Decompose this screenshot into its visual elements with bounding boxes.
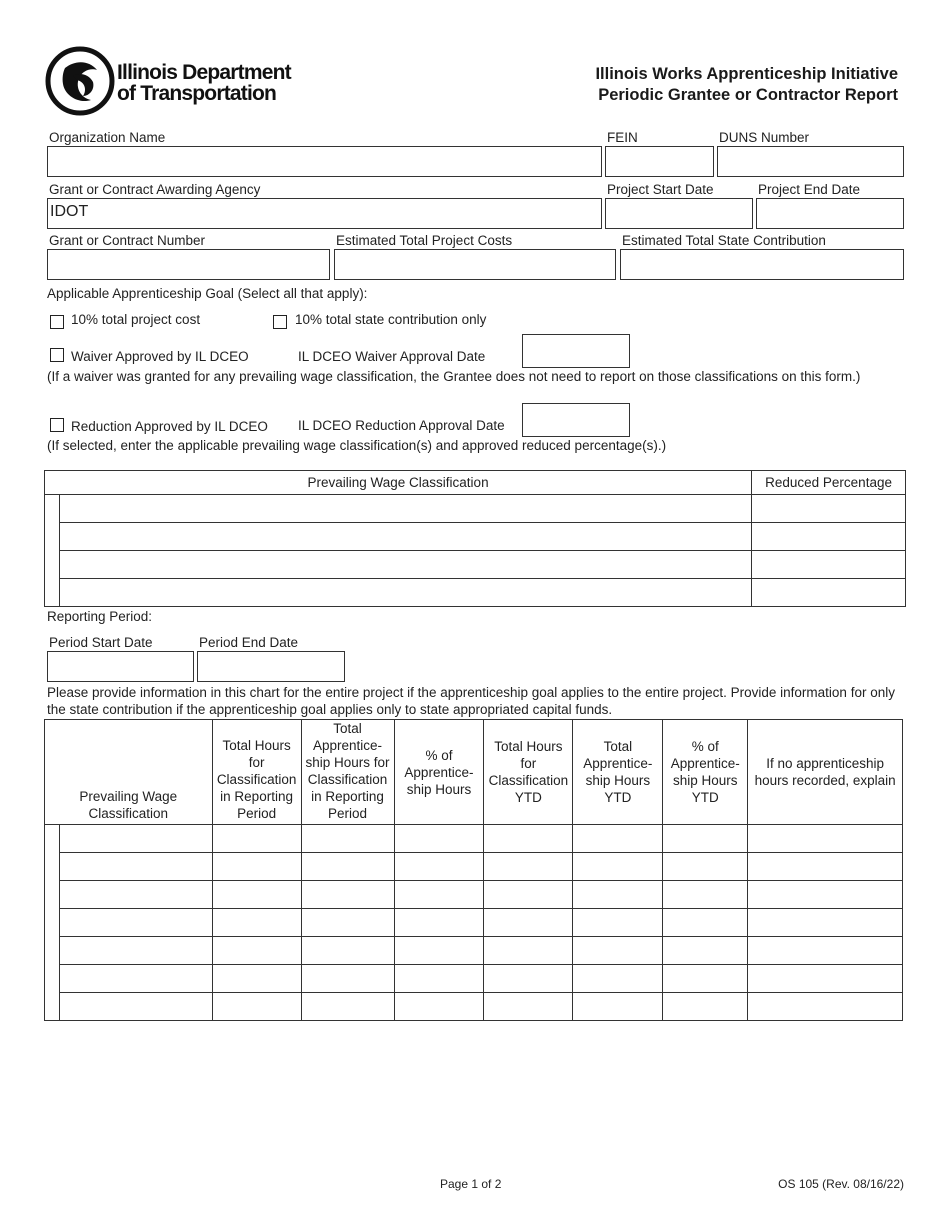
table-cell[interactable] <box>394 937 484 965</box>
table-cell[interactable] <box>301 993 394 1021</box>
table-cell[interactable] <box>301 965 394 993</box>
reduction-note: (If selected, enter the applicable prevailing wage classification(s) and approved reduced percentage(s).) <box>47 438 667 453</box>
project-start-label: Project Start Date <box>607 182 714 197</box>
table-cell[interactable] <box>301 909 394 937</box>
reduction-table <box>44 470 906 607</box>
table-cell[interactable] <box>663 909 748 937</box>
table-cell[interactable] <box>752 495 906 523</box>
est-state-label: Estimated Total State Contribution <box>622 233 826 248</box>
hours-table <box>44 719 903 1021</box>
hours-col-classification: Prevailing Wage Classification <box>45 720 213 825</box>
table-cell[interactable] <box>59 853 212 881</box>
table-cell[interactable] <box>59 551 751 579</box>
table-cell[interactable] <box>212 909 301 937</box>
table-cell[interactable] <box>301 881 394 909</box>
waiver-checkbox[interactable] <box>50 348 64 362</box>
table-row <box>45 909 903 937</box>
table-cell[interactable] <box>212 965 301 993</box>
table-cell[interactable] <box>573 937 663 965</box>
hours-col-app-ytd: Total Apprentice-ship Hours YTD <box>573 720 663 825</box>
reporting-heading: Reporting Period: <box>47 609 153 624</box>
awarding-agency-field[interactable]: IDOT <box>47 198 602 229</box>
table-cell[interactable] <box>484 825 573 853</box>
table-cell[interactable] <box>212 881 301 909</box>
duns-field[interactable] <box>717 146 904 177</box>
table-cell[interactable] <box>748 853 903 881</box>
reduction-col-classification: Prevailing Wage Classification <box>45 471 752 495</box>
waiver-date-field[interactable] <box>522 334 630 368</box>
agency-name-line2: of Transportation <box>117 82 277 105</box>
table-row <box>45 495 906 523</box>
duns-label: DUNS Number <box>719 130 810 145</box>
table-cell[interactable] <box>59 495 751 523</box>
table-row <box>45 853 903 881</box>
period-start-label: Period Start Date <box>49 635 153 650</box>
table-cell[interactable] <box>394 909 484 937</box>
reduction-checkbox[interactable] <box>50 418 64 432</box>
table-cell[interactable] <box>748 965 903 993</box>
table-cell[interactable] <box>573 853 663 881</box>
est-costs-label: Estimated Total Project Costs <box>336 233 513 248</box>
hours-col-pct-ytd: % of Apprentice-ship Hours YTD <box>663 720 748 825</box>
form-title-line2: Periodic Grantee or Contractor Report <box>598 86 898 104</box>
hours-table-header <box>45 720 903 825</box>
table-cell[interactable] <box>59 965 212 993</box>
table-cell[interactable] <box>748 881 903 909</box>
table-cell[interactable] <box>573 881 663 909</box>
table-cell[interactable] <box>752 551 906 579</box>
org-name-field[interactable] <box>47 146 602 177</box>
table-cell[interactable] <box>573 909 663 937</box>
est-costs-field[interactable] <box>334 249 616 280</box>
table-row <box>45 965 903 993</box>
table-cell[interactable] <box>748 937 903 965</box>
table-row <box>45 881 903 909</box>
table-cell[interactable] <box>752 579 906 607</box>
project-start-field[interactable] <box>605 198 753 229</box>
agency-name <box>117 62 291 104</box>
table-row <box>45 993 903 1021</box>
form-title <box>595 64 898 106</box>
state-only-checkbox[interactable] <box>273 315 287 329</box>
table-cell[interactable] <box>394 853 484 881</box>
table-cell[interactable] <box>59 825 212 853</box>
awarding-agency-label: Grant or Contract Awarding Agency <box>49 182 261 197</box>
form-title-line1: Illinois Works Apprenticeship Initiative <box>595 65 898 83</box>
hours-col-app-period: Total Apprentice-ship Hours for Classification in Reporting Period <box>301 720 394 825</box>
table-cell[interactable] <box>573 825 663 853</box>
table-cell[interactable] <box>59 937 212 965</box>
table-cell[interactable] <box>212 853 301 881</box>
table-cell[interactable] <box>663 937 748 965</box>
agency-name-line1: Illinois Department <box>117 61 291 84</box>
table-cell[interactable] <box>573 965 663 993</box>
table-cell[interactable] <box>394 881 484 909</box>
table-row <box>45 551 906 579</box>
reduction-date-field[interactable] <box>522 403 630 437</box>
table-cell[interactable] <box>748 825 903 853</box>
table-cell[interactable] <box>59 909 212 937</box>
idot-logo-icon <box>45 46 115 116</box>
table-cell[interactable] <box>301 937 394 965</box>
project-cost-label: 10% total project cost <box>71 312 201 327</box>
table-cell[interactable] <box>663 993 748 1021</box>
reduction-date-label: IL DCEO Reduction Approval Date <box>298 418 505 433</box>
table-cell[interactable] <box>663 853 748 881</box>
waiver-label: Waiver Approved by IL DCEO <box>71 349 249 364</box>
hours-col-total-period: Total Hours for Classification in Reporting Period <box>212 720 301 825</box>
org-name-label: Organization Name <box>49 130 166 145</box>
table-row <box>45 937 903 965</box>
hours-col-explain: If no apprenticeship hours recorded, explain <box>748 720 903 825</box>
hours-col-pct-app: % of Apprentice-ship Hours <box>394 720 484 825</box>
project-end-field[interactable] <box>756 198 904 229</box>
table-cell[interactable] <box>301 853 394 881</box>
table-cell[interactable] <box>484 937 573 965</box>
goal-heading: Applicable Apprenticeship Goal (Select all that apply): <box>47 286 368 301</box>
table-row <box>45 825 903 853</box>
table-row <box>45 523 906 551</box>
reduction-table-header <box>45 471 906 495</box>
table-cell[interactable] <box>484 965 573 993</box>
table-cell[interactable] <box>394 825 484 853</box>
table-cell[interactable] <box>394 965 484 993</box>
table-cell[interactable] <box>484 881 573 909</box>
period-end-field[interactable] <box>197 651 345 682</box>
table-cell[interactable] <box>484 853 573 881</box>
hours-col-total-ytd: Total Hours for Classification YTD <box>484 720 573 825</box>
table-row <box>45 579 906 607</box>
est-state-field[interactable] <box>620 249 904 280</box>
waiver-date-label: IL DCEO Waiver Approval Date <box>298 349 486 364</box>
table-cell[interactable] <box>59 881 212 909</box>
waiver-note: (If a waiver was granted for any prevailing wage classification, the Grantee does not need to report on those classifications on this form.) <box>47 369 861 384</box>
table-cell[interactable] <box>59 993 212 1021</box>
table-cell[interactable] <box>212 993 301 1021</box>
table-cell[interactable] <box>663 881 748 909</box>
reduction-label: Reduction Approved by IL DCEO <box>71 419 268 434</box>
form-id: OS 105 (Rev. 08/16/22) <box>778 1177 904 1191</box>
table-cell[interactable] <box>748 909 903 937</box>
fein-label: FEIN <box>607 130 638 145</box>
table-cell[interactable] <box>752 523 906 551</box>
period-end-label: Period End Date <box>199 635 299 650</box>
table-cell[interactable] <box>301 825 394 853</box>
project-end-label: Project End Date <box>758 182 861 197</box>
contract-number-field[interactable] <box>47 249 330 280</box>
table-cell[interactable] <box>573 993 663 1021</box>
table-cell[interactable] <box>484 993 573 1021</box>
table-cell[interactable] <box>59 579 751 607</box>
table-cell[interactable] <box>663 965 748 993</box>
period-start-field[interactable] <box>47 651 194 682</box>
table-cell[interactable] <box>212 825 301 853</box>
table-cell[interactable] <box>394 993 484 1021</box>
table-cell[interactable] <box>59 523 751 551</box>
idot-logo <box>45 46 295 118</box>
page-number: Page 1 of 2 <box>440 1177 502 1191</box>
reduction-col-percentage: Reduced Percentage <box>752 471 906 495</box>
table-cell[interactable] <box>663 825 748 853</box>
table-cell[interactable] <box>212 937 301 965</box>
fein-field[interactable] <box>605 146 714 177</box>
reporting-instructions: Please provide information in this chart for the entire project if the apprenticeship goal applies to the entire project. Provide information for only the state contribution if the apprenticeship goal applies only to state appropriated capital funds. <box>47 685 895 717</box>
table-cell[interactable] <box>748 993 903 1021</box>
contract-number-label: Grant or Contract Number <box>49 233 206 248</box>
state-only-label: 10% total state contribution only <box>295 312 487 327</box>
table-cell[interactable] <box>484 909 573 937</box>
project-cost-checkbox[interactable] <box>50 315 64 329</box>
